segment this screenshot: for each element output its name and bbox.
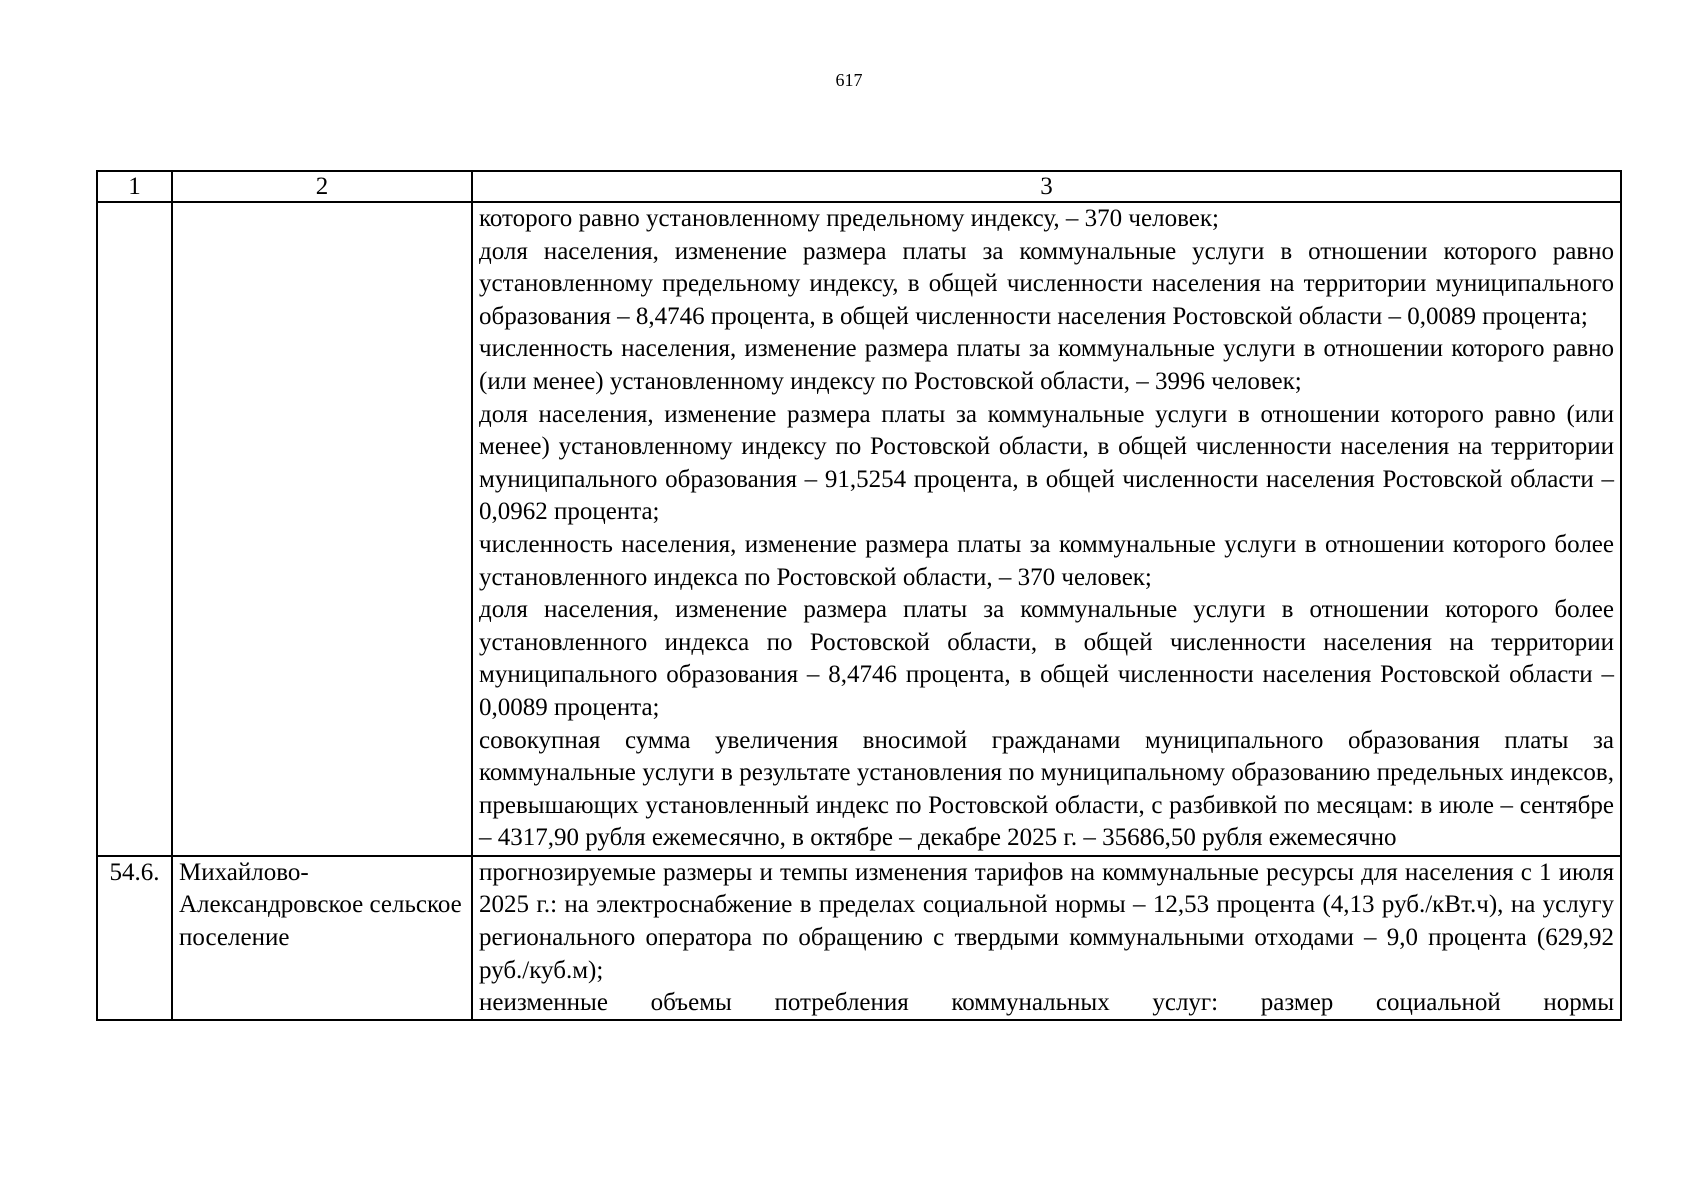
table-row (97, 856, 1621, 1020)
row-number-cell (97, 202, 172, 856)
table-row (97, 202, 1621, 856)
paragraph-1: которого равно установленному предельному индексу, – 370 человек; (479, 205, 1219, 232)
paragraph-7: совокупная сумма увеличения вносимой гражданами муниципального образования платы за коммунальные услуги в результате установления по муниципальному образованию предельных индексов, превышающих установленный индекс по Ростовской области, с разбивкой по месяцам: в июле – сентябре – 4317,90 рубля ежемесячно, в октябре – декабре 2025 г. – 35686,50 рубля ежемесячно (479, 726, 1614, 852)
row-number-cell: 54.6. (97, 856, 172, 1020)
header-col-2: 2 (172, 171, 472, 202)
paragraph-5: численность населения, изменение размера платы за коммунальные услуги в отношении которого более установленного индекса по Ростовской области, – 370 человек; (479, 530, 1614, 591)
municipality-name-cell: Михайлово-Александровское сельское поселение (172, 856, 472, 1020)
table-header-row (97, 171, 1621, 202)
description-cell (472, 856, 1621, 1020)
paragraph-3: численность населения, изменение размера платы за коммунальные услуги в отношении которого равно (или менее) установленному индексу по Ростовской области, – 3996 человек; (479, 335, 1614, 395)
document-table (96, 170, 1622, 1021)
header-col-3: 3 (472, 171, 1621, 202)
paragraph-2-cut-line: неизменные объемы потребления коммунальных услуг: размер социальной нормы (479, 989, 1614, 1017)
paragraph-6: доля населения, изменение размера платы за коммунальные услуги в отношении которого более установленного индекса по Ростовской области, в общей численности населения на территории муниципального образования – 8,4746 процента, в общей численности населения Ростовской области – 0,0089 процента; (479, 596, 1614, 721)
page-number: 617 (835, 70, 863, 90)
paragraph-1: прогнозируемые размеры и темпы изменения тарифов на коммунальные ресурсы для населения с 1 июля 2025 г.: на электроснабжение в пределах социальной нормы – 12,53 процента (4,13 руб./кВт.ч), на услугу регионального оператора по обращению с твердыми коммунальными отходами – 9,0 процента (629,92 руб./куб.м); (479, 858, 1614, 984)
header-col-1: 1 (97, 171, 172, 202)
paragraph-2: доля населения, изменение размера платы за коммунальные услуги в отношении которого равно установленному предельному индексу, в общей численности населения на территории муниципального образования – 8,4746 процента, в общей численности населения Ростовской области – 0,0089 процента; (479, 237, 1614, 330)
municipality-name-cell (172, 202, 472, 856)
description-cell (472, 202, 1621, 856)
paragraph-4: доля населения, изменение размера платы за коммунальные услуги в отношении которого равно (или менее) установленному индексу по Ростовской области, в общей численности населения на территории муниципального образования – 91,5254 процента, в общей численности населения Ростовской области – 0,0962 процента; (479, 400, 1614, 526)
